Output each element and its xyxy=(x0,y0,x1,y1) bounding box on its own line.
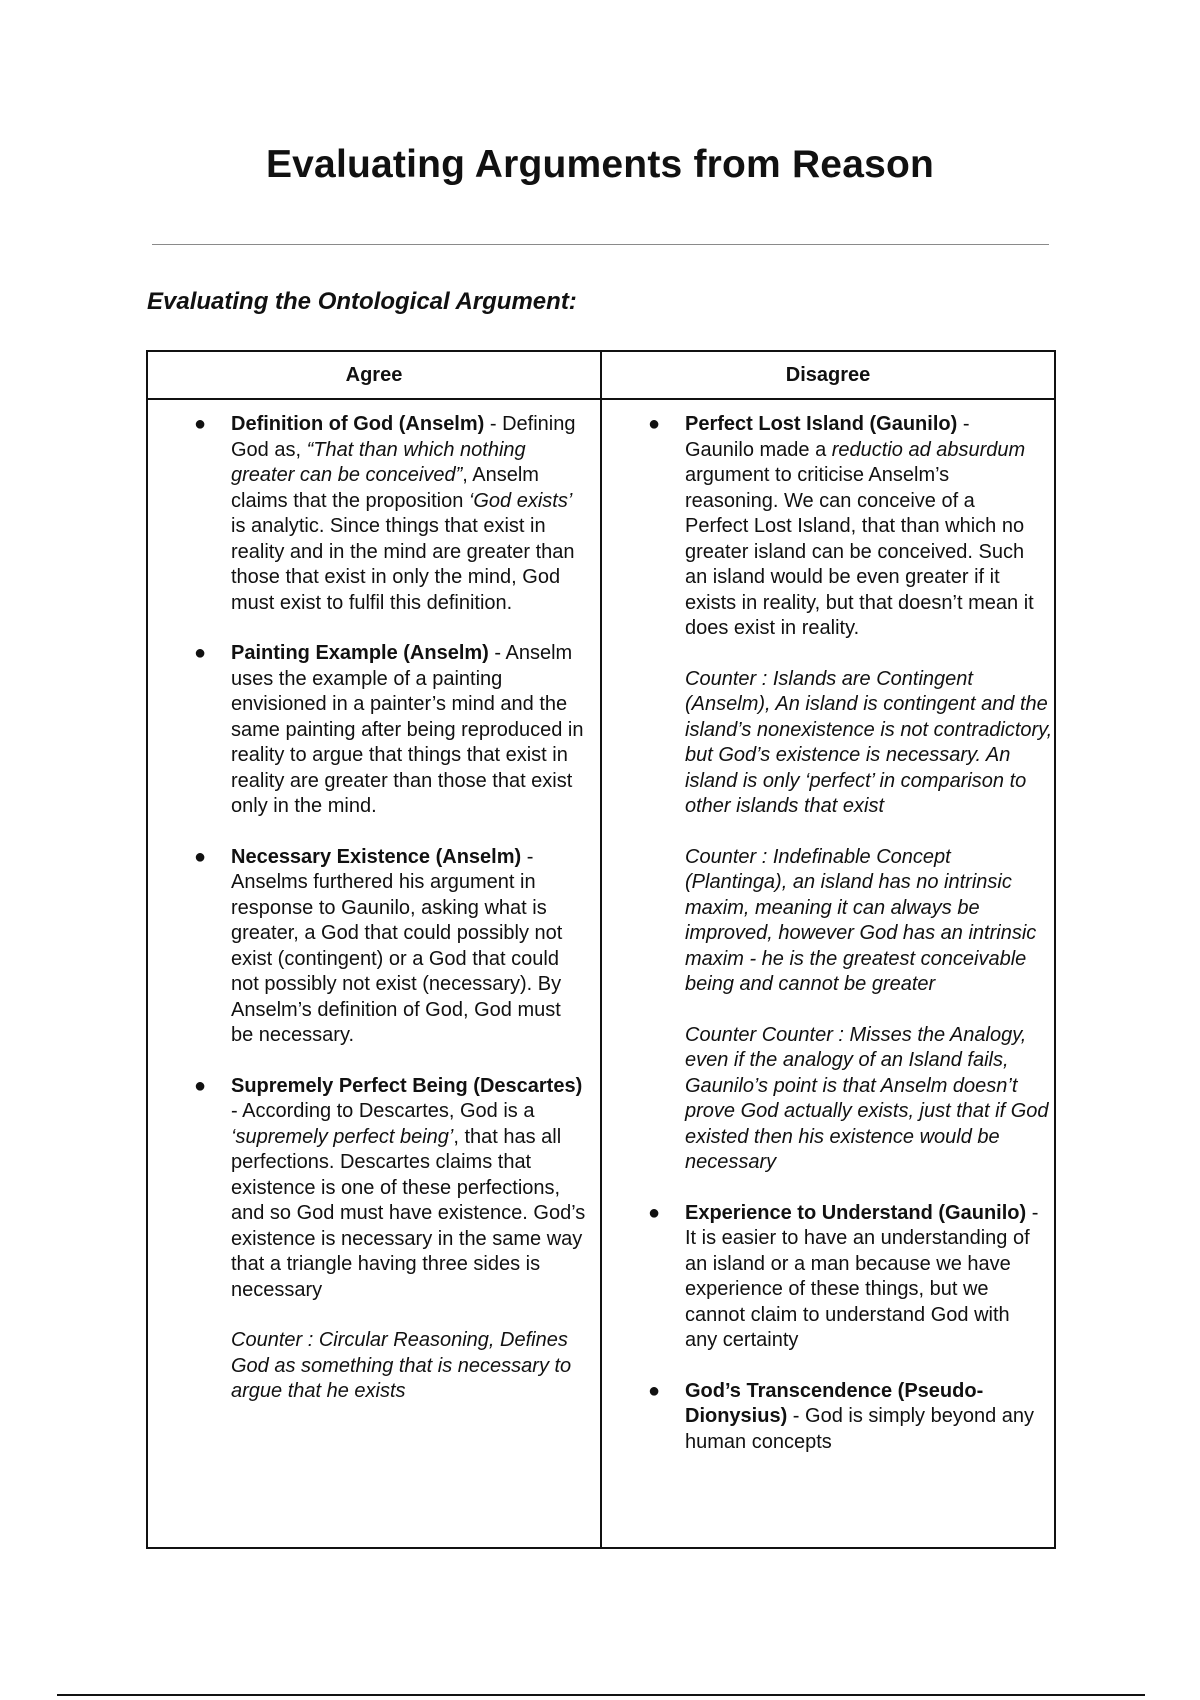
item-title: God’s Transcendence (Pseudo-Dionysius) xyxy=(685,1379,984,1427)
arguments-table xyxy=(146,350,1056,1549)
agree-column xyxy=(147,399,601,1548)
bullet-icon: ● xyxy=(194,413,207,435)
disagree-item-gods-transcendence: ● God’s Transcendence (Pseudo-Dionysius) - God is simply beyond any human concepts xyxy=(648,1379,1035,1453)
item-text: Anselm uses the example of a painting envisioned in a painter’s mind and the same painting after being reproduced in reality to argue that things that exist in reality are greater than those that exist only in the mind. xyxy=(231,642,584,817)
table-row xyxy=(147,399,1055,1548)
item-title: Painting Example (Anselm) xyxy=(231,642,489,664)
agree-header: Agree xyxy=(147,351,601,399)
agree-item-supremely-perfect-being: ● Supremely Perfect Being (Descartes) - According to Descartes, God is a ‘supremely perfect being’, that has all perfections. Descartes claims that existence is one of these perfections, and so God must have existence. God’s existence is necessary in the same way that a triangle having three sides is necessary xyxy=(194,1074,586,1301)
disagree-item-perfect-lost-island: ● Perfect Lost Island (Gaunilo) - Gaunilo made a reductio ad absurdum argument to criticise Anselm’s reasoning. We can conceive of a Perfect Lost Island, that than which no greater island can be conceived. Such an island would be even greater if it exists in reality, but that doesn’t mean it does exist in reality. xyxy=(648,413,1034,639)
latin-term: reductio ad absurdum xyxy=(831,438,1026,461)
item-title: Necessary Existence (Anselm) xyxy=(231,845,522,868)
item-text: Anselms furthered his argument in response to Gaunilo, asking what is greater, a God that could possibly not exist (contingent) or a God that could not possibly not exist (necessary). By Anselm’s definition of God, God must be necessary. xyxy=(231,871,563,1046)
quote-text: ‘God exists’ xyxy=(468,489,573,512)
item-title: Experience to Understand (Gaunilo) xyxy=(685,1201,1027,1224)
counter-counter-analogy: Counter Counter : Misses the Analogy, even if the analogy of an Island fails, Gaunilo’s point is that Anselm doesn’t prove God actually exists, just that if God existed then his existence would be necessary xyxy=(685,1023,1049,1173)
counter-indefinable-concept: Counter : Indefinable Concept (Plantinga), an island has no intrinsic maxim, meaning it can always be improved, however God has an intrinsic maxim - he is the greatest conceivable being and cannot be greater xyxy=(685,845,1037,995)
item-text: It is easier to have an understanding of an island or a man because we have experience of these things, but we cannot claim to understand God with any certainty xyxy=(685,1227,1030,1351)
bullet-icon: ● xyxy=(194,642,207,664)
item-title: Supremely Perfect Being (Descartes) xyxy=(231,1074,583,1097)
title-divider xyxy=(152,244,1049,245)
table-header-row xyxy=(147,351,1055,399)
quote-text: “That than which nothing greater can be conceived” xyxy=(231,438,526,486)
bullet-icon: ● xyxy=(648,413,661,435)
disagree-column xyxy=(601,399,1055,1548)
footer-divider xyxy=(57,1694,1145,1696)
counter-circular-reasoning: Counter : Circular Reasoning, Defines God as something that is necessary to argue that he exists xyxy=(231,1329,572,1402)
item-title: Definition of God (Anselm) xyxy=(231,413,485,435)
bullet-icon: ● xyxy=(648,1379,661,1402)
disagree-header: Disagree xyxy=(601,351,1055,399)
item-text: God is simply beyond any human concepts xyxy=(685,1405,1035,1453)
counter-islands-contingent: Counter : Islands are Contingent (Anselm), An island is contingent and the island’s nonexistence is not contradictory, but God’s existence is necessary. An island is only ‘perfect’ in comparison to other islands that exist xyxy=(685,667,1053,817)
section-heading: Evaluating the Ontological Argument: xyxy=(147,288,577,315)
agree-item-painting-example: ● Painting Example (Anselm) - Anselm uses the example of a painting envisioned in a painter’s mind and the same painting after being reproduced in reality to argue that things that exist in reality are greater than those that exist only in the mind. xyxy=(194,642,584,817)
agree-item-definition-of-god: ● Definition of God (Anselm) - Defining God as, “That than which nothing greater can be conceived”, Anselm claims that the proposition ‘God exists’ is analytic. Since things that exist in reality and in the mind are greater than those that exist in only the mind, God must exist to fulfil this definition. xyxy=(194,413,576,614)
agree-item-necessary-existence: ● Necessary Existence (Anselm) - Anselms furthered his argument in response to Gaunilo, asking what is greater, a God that could possibly not exist (contingent) or a God that could not possibly not exist (necessary). By Anselm’s definition of God, God must be necessary. xyxy=(194,845,563,1046)
quote-text: ‘supremely perfect being’ xyxy=(231,1125,454,1148)
bullet-icon: ● xyxy=(194,845,207,868)
item-title: Perfect Lost Island (Gaunilo) xyxy=(685,413,958,435)
page-title: Evaluating Arguments from Reason xyxy=(265,143,935,186)
disagree-item-experience-to-understand: ● Experience to Understand (Gaunilo) - It is easier to have an understanding of an island or a man because we have experience of these things, but we cannot claim to understand God with any certainty xyxy=(648,1201,1039,1351)
bullet-icon: ● xyxy=(194,1074,207,1097)
bullet-icon: ● xyxy=(648,1201,661,1224)
